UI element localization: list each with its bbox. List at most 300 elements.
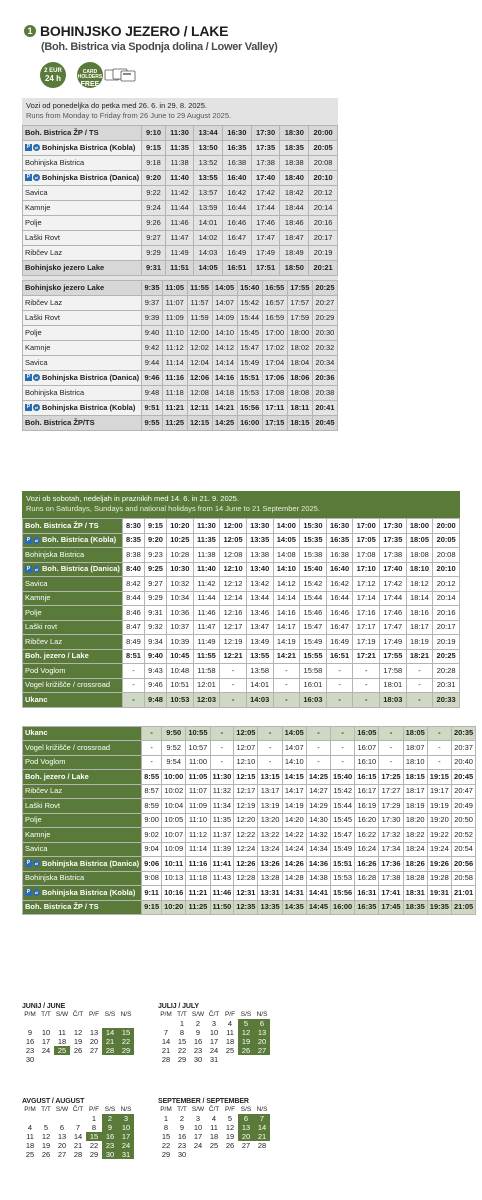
departure-time: 10:36 (167, 606, 194, 621)
departure-time: 18:49 (280, 246, 309, 261)
calendar-day: 7 (163, 1028, 169, 1037)
departure-time: 8:47 (122, 620, 144, 635)
calendar-day (222, 1055, 238, 1064)
departure-time: 16:17 (355, 784, 379, 799)
departure-time: 14:05 (282, 726, 306, 741)
departure-time: 14:03 (194, 246, 223, 261)
departure-time: 15:53 (237, 386, 262, 401)
departure-time: 13:46 (246, 606, 273, 621)
calendar-day: 19 (41, 1141, 51, 1150)
calendar-day: 5 (227, 1114, 233, 1123)
departure-time: 20:56 (451, 857, 475, 872)
park-and-ride-icon: ⇄ (34, 537, 39, 543)
departure-time: 9:52 (162, 741, 186, 756)
parking-icon: P (26, 144, 31, 151)
departure-time: 12:14 (220, 591, 247, 606)
departure-time: 13:35 (246, 533, 273, 548)
departure-time: 17:46 (251, 216, 280, 231)
timetable-row (23, 693, 460, 708)
departure-time: - (406, 678, 433, 693)
departure-time: 18:05 (406, 533, 433, 548)
departure-time: 20:12 (309, 186, 338, 201)
weekend-header-en: Runs on Saturdays, Sundays and national holidays from 14 June to 21 September 2025. (26, 504, 320, 513)
timetable-row (23, 606, 460, 621)
departure-time: 13:49 (246, 635, 273, 650)
departure-time: 18:06 (287, 371, 312, 386)
departure-time: 9:20 (144, 533, 166, 548)
departure-time: 17:08 (353, 548, 380, 563)
station-name (23, 311, 142, 326)
departure-time: 11:00 (186, 755, 210, 770)
calendar-day (190, 1150, 206, 1159)
departure-time: 11:35 (193, 533, 220, 548)
departure-time: 16:51 (326, 649, 353, 664)
station-name (23, 606, 123, 621)
departure-time: 10:37 (167, 620, 194, 635)
departure-time: 17:14 (353, 591, 380, 606)
departure-time: 9:51 (142, 401, 163, 416)
departure-time: - (331, 726, 355, 741)
calendar-day: 25 (225, 1046, 235, 1055)
departure-time: 19:35 (427, 900, 451, 915)
departure-time: 20:36 (312, 371, 337, 386)
departure-time: 17:12 (353, 577, 380, 592)
weekday-heading: S/S (240, 1011, 252, 1018)
departure-time: 9:46 (144, 678, 166, 693)
station-label: Ukanc (25, 694, 48, 704)
calendar-day: 14 (161, 1037, 171, 1046)
calendar-day: 20 (57, 1141, 67, 1150)
departure-time: 18:08 (406, 548, 433, 563)
weekday-heading: Č/T (208, 1011, 220, 1018)
calendar-day: 30 (177, 1150, 187, 1159)
departure-time: 16:01 (300, 678, 327, 693)
departure-time: 16:00 (331, 900, 355, 915)
station-name (23, 562, 123, 577)
departure-time: 9:31 (142, 261, 166, 276)
departure-time: 20:34 (312, 356, 337, 371)
departure-time: 19:28 (427, 871, 451, 886)
calendar-day (86, 1019, 102, 1028)
calendar-day: 30 (193, 1055, 203, 1064)
departure-time: 12:10 (220, 562, 247, 577)
departure-time: 17:40 (251, 171, 280, 186)
departure-time: 18:38 (280, 156, 309, 171)
calendar-day: 17 (41, 1037, 51, 1046)
calendar-day: 27 (89, 1046, 99, 1055)
calendar-day (22, 1019, 38, 1028)
departure-time: 14:01 (246, 678, 273, 693)
calendar-day: 7 (254, 1114, 270, 1123)
departure-time: 17:32 (379, 828, 403, 843)
station-name (23, 591, 123, 606)
station-name (23, 126, 142, 141)
timetable-row (23, 401, 338, 416)
departure-time: 11:09 (186, 799, 210, 814)
departure-time: 16:57 (262, 296, 287, 311)
station-name (23, 620, 123, 635)
timetable-row (23, 231, 338, 246)
departure-time: 18:15 (287, 416, 312, 431)
departure-time: 10:13 (162, 871, 186, 886)
departure-time: 8:46 (122, 606, 144, 621)
departure-time: 20:32 (312, 341, 337, 356)
departure-time: 11:46 (193, 606, 220, 621)
departure-time: 19:19 (427, 799, 451, 814)
station-name (23, 900, 142, 915)
departure-time: 14:41 (306, 886, 330, 901)
departure-time: 14:20 (282, 813, 306, 828)
calendar-day: 10 (118, 1123, 134, 1132)
calendar-day: 18 (209, 1132, 219, 1141)
timetable-row (23, 216, 338, 231)
calendar-day: 13 (254, 1028, 270, 1037)
departure-time: 16:00 (237, 416, 262, 431)
calendar-day: 26 (225, 1141, 235, 1150)
station-label: Boh. Bistrica ŽP / TS (25, 520, 99, 530)
weekday-heading: N/S (256, 1106, 268, 1113)
station-name (23, 842, 142, 857)
departure-time: 15:30 (300, 519, 327, 534)
departure-time: 15:56 (331, 886, 355, 901)
departure-time: 13:55 (246, 649, 273, 664)
weekday-heading: T/T (41, 1106, 51, 1113)
departure-time: 11:40 (165, 171, 193, 186)
departure-time: 17:55 (380, 649, 407, 664)
departure-time: 18:11 (287, 401, 312, 416)
departure-time: 9:24 (142, 201, 166, 216)
calendar-day (206, 1150, 222, 1159)
departure-time: 18:02 (287, 341, 312, 356)
departure-time: 17:00 (262, 326, 287, 341)
departure-time: - (122, 678, 144, 693)
timetable-row (23, 770, 476, 785)
station-label: Boh. Bistrica (Kobla) (42, 535, 117, 544)
calendar-day (38, 1055, 54, 1064)
departure-time: 18:28 (403, 871, 427, 886)
departure-time: 18:04 (287, 356, 312, 371)
weekend-outbound-table (22, 518, 460, 708)
departure-time: 8:40 (122, 562, 144, 577)
departure-time: 12:02 (187, 341, 212, 356)
timetable-row (23, 201, 338, 216)
parking-icon: P (26, 174, 31, 181)
departure-time: 14:19 (282, 799, 306, 814)
departure-time: 9:31 (144, 606, 166, 621)
calendar-day: 17 (118, 1132, 134, 1141)
departure-time: 8:35 (122, 533, 144, 548)
departure-time: 14:09 (212, 311, 237, 326)
departure-time: 12:19 (234, 799, 258, 814)
departure-time: 15:53 (331, 871, 355, 886)
timetable-row (23, 548, 460, 563)
timetable-row (23, 900, 476, 915)
calendar-day: 27 (254, 1046, 270, 1055)
departure-time: 16:24 (355, 842, 379, 857)
departure-time: 20:14 (309, 201, 338, 216)
month-calendar (158, 1098, 270, 1159)
calendar-day: 6 (59, 1123, 65, 1132)
departure-time: 17:25 (379, 770, 403, 785)
timetable-row (23, 842, 476, 857)
departure-time: - (273, 678, 300, 693)
departure-time: 20:12 (433, 577, 460, 592)
departure-time: - (210, 755, 234, 770)
departure-time: 18:24 (403, 842, 427, 857)
departure-time: 17:42 (251, 186, 280, 201)
departure-time: 14:31 (282, 886, 306, 901)
departure-time: 20:50 (451, 813, 475, 828)
departure-time: 19:20 (427, 813, 451, 828)
calendar-day: 25 (209, 1141, 219, 1150)
station-label: Polje (25, 607, 42, 617)
calendar-day (54, 1055, 70, 1064)
departure-time: 20:25 (433, 649, 460, 664)
departure-time: 16:26 (355, 857, 379, 872)
departure-time: 19:24 (427, 842, 451, 857)
weekday-header-sl: Vozi od ponedeljka do petka med 26. 6. in 29. 8. 2025. (26, 101, 207, 110)
departure-time: 9:27 (142, 231, 166, 246)
departure-time: 17:35 (251, 141, 280, 156)
departure-time: 15:45 (237, 326, 262, 341)
departure-time: 20:29 (312, 311, 337, 326)
departure-time: 15:40 (237, 281, 262, 296)
weekday-timetable (22, 98, 338, 431)
timetable-row (23, 799, 476, 814)
departure-time: 10:48 (167, 664, 194, 679)
departure-time: 18:21 (406, 649, 433, 664)
departure-time: 10:20 (162, 900, 186, 915)
departure-time: 10:51 (167, 678, 194, 693)
departure-time: 14:05 (273, 533, 300, 548)
departure-time: 12:28 (234, 871, 258, 886)
timetable-row (23, 326, 338, 341)
departure-time: 14:28 (282, 871, 306, 886)
departure-time: 20:05 (433, 533, 460, 548)
calendar-day: 15 (161, 1132, 171, 1141)
departure-time: 11:59 (187, 311, 212, 326)
calendar-day: 3 (195, 1114, 201, 1123)
calendar-day: 4 (227, 1019, 233, 1028)
calendar-day: 16 (25, 1037, 35, 1046)
departure-time: - (122, 693, 144, 708)
departure-time: 13:42 (246, 577, 273, 592)
departure-time: 20:16 (309, 216, 338, 231)
departure-time: 11:55 (193, 649, 220, 664)
departure-time: 9:29 (142, 246, 166, 261)
station-name (23, 886, 142, 901)
timetable-row (23, 755, 476, 770)
departure-time: 17:06 (262, 371, 287, 386)
station-label: Boh. Bistrica ŽP/TS (25, 417, 95, 427)
weekday-heading: S/S (104, 1011, 116, 1018)
station-name (23, 281, 142, 296)
departure-time: - (220, 678, 247, 693)
station-name (23, 678, 123, 693)
departure-time: 11:10 (186, 813, 210, 828)
departure-time: 14:08 (273, 548, 300, 563)
departure-time: 15:40 (331, 770, 355, 785)
departure-time: 14:36 (306, 857, 330, 872)
departure-time: 14:16 (273, 606, 300, 621)
departure-time: - (353, 693, 380, 708)
departure-time: 14:01 (194, 216, 223, 231)
departure-time: 17:58 (380, 664, 407, 679)
station-name (23, 231, 142, 246)
calendar-day: 12 (225, 1123, 235, 1132)
departure-time: 16:38 (326, 548, 353, 563)
departure-time: 16:46 (222, 216, 251, 231)
timetable-row (23, 813, 476, 828)
departure-time: 9:11 (142, 886, 162, 901)
departure-time: 17:45 (379, 900, 403, 915)
departure-time: 16:35 (355, 900, 379, 915)
timetable-row (23, 281, 338, 296)
departure-time: 18:22 (403, 828, 427, 843)
calendar-day: 14 (102, 1028, 118, 1037)
departure-time: 17:51 (251, 261, 280, 276)
timetable-row (23, 246, 338, 261)
calendar-day: 23 (193, 1046, 203, 1055)
station-name (23, 813, 142, 828)
departure-time: 18:35 (280, 141, 309, 156)
calendar-day (86, 1055, 102, 1064)
route-number-badge: 1 (24, 25, 36, 37)
calendar-day (238, 1150, 254, 1159)
departure-time: 13:24 (258, 842, 282, 857)
departure-time: - (210, 726, 234, 741)
calendar-day (254, 1055, 270, 1064)
departure-time: 14:05 (212, 281, 237, 296)
departure-time: 18:05 (403, 726, 427, 741)
departure-time: 13:30 (246, 519, 273, 534)
parking-icon: P (26, 860, 31, 867)
departure-time: 18:07 (403, 741, 427, 756)
timetable-row (23, 386, 338, 401)
weekday-heading: S/W (55, 1011, 69, 1018)
station-name (23, 857, 142, 872)
weekday-heading: T/T (177, 1011, 187, 1018)
station-label: Polje (25, 217, 42, 227)
calendar-day: 8 (163, 1123, 169, 1132)
free-badge-line2: FREE (80, 81, 100, 88)
weekday-heading: Č/T (72, 1106, 84, 1113)
departure-time: 16:47 (326, 620, 353, 635)
departure-time: 17:35 (380, 533, 407, 548)
station-label: Bohinjska Bistrica (Kobla) (42, 402, 136, 412)
departure-time: 18:17 (403, 784, 427, 799)
park-and-ride-icon: ⇄ (34, 566, 39, 572)
calendar-day: 9 (102, 1123, 118, 1132)
departure-time: 20:27 (312, 296, 337, 311)
departure-time: 20:49 (451, 799, 475, 814)
calendar-day: 30 (25, 1055, 35, 1064)
station-label: Ribčev Laz (25, 786, 63, 795)
calendar-day: 24 (41, 1046, 51, 1055)
departure-time: - (406, 664, 433, 679)
station-name (23, 201, 142, 216)
departure-time: 12:35 (234, 900, 258, 915)
departure-time: 10:30 (167, 562, 194, 577)
calendar-day: 5 (43, 1123, 49, 1132)
departure-time: - (326, 664, 353, 679)
calendar-day (70, 1019, 86, 1028)
departure-time: 16:35 (326, 533, 353, 548)
station-name (23, 156, 142, 171)
departure-time: 17:17 (353, 620, 380, 635)
departure-time: 16:59 (262, 311, 287, 326)
calendar-day: 16 (102, 1132, 118, 1141)
timetable-row (23, 635, 460, 650)
departure-time: 15:42 (237, 296, 262, 311)
departure-time: 12:21 (220, 649, 247, 664)
departure-time: 8:30 (122, 519, 144, 534)
departure-time: 9:35 (142, 281, 163, 296)
park-and-ride-icon: ⇄ (34, 861, 39, 867)
departure-time: 9:39 (142, 311, 163, 326)
departure-time: 17:55 (287, 281, 312, 296)
departure-time: 20:25 (312, 281, 337, 296)
departure-time: 13:52 (194, 156, 223, 171)
departure-time: 18:10 (403, 755, 427, 770)
calendar-day: 18 (225, 1037, 235, 1046)
calendar-day (22, 1114, 38, 1123)
station-label: Boh. jezero / Lake (25, 651, 89, 660)
calendar-day: 27 (57, 1150, 67, 1159)
calendar-day: 15 (86, 1132, 102, 1141)
calendar-day: 14 (254, 1123, 270, 1132)
departure-time: 9:06 (142, 857, 162, 872)
departure-time: 14:14 (212, 356, 237, 371)
station-label: Ribčev Laz (25, 297, 63, 307)
park-and-ride-icon: ⇄ (34, 175, 39, 181)
station-name (23, 341, 142, 356)
departure-time: 17:36 (379, 857, 403, 872)
departure-time: 19:31 (427, 886, 451, 901)
station-label: Pod Voglom (25, 665, 66, 675)
weekday-heading: P/F (224, 1106, 236, 1113)
calendar-title: JUNIJ / JUNE (22, 1003, 66, 1010)
departure-time: 14:12 (273, 577, 300, 592)
departure-time: 15:55 (300, 649, 327, 664)
departure-time: 18:15 (403, 770, 427, 785)
departure-time: 12:15 (187, 416, 212, 431)
weekday-heading: P/F (88, 1011, 100, 1018)
departure-time: 12:24 (234, 842, 258, 857)
departure-time: 14:24 (282, 842, 306, 857)
departure-time: 16:51 (222, 261, 251, 276)
park-and-ride-icon: ⇄ (34, 145, 39, 151)
departure-time: 17:08 (262, 386, 287, 401)
station-label: Boh. Bistrica (Danica) (42, 564, 120, 573)
station-name (23, 519, 123, 534)
weekday-heading: S/W (191, 1011, 205, 1018)
timetable-row (23, 562, 460, 577)
departure-time: - (427, 741, 451, 756)
departure-time: 16:40 (222, 171, 251, 186)
departure-time: 9:15 (142, 900, 162, 915)
calendar-day: 17 (193, 1132, 203, 1141)
calendar-day: 24 (209, 1046, 219, 1055)
departure-time: 17:47 (380, 620, 407, 635)
departure-time: 19:22 (427, 828, 451, 843)
departure-time: 18:42 (280, 186, 309, 201)
departure-time: 9:48 (142, 386, 163, 401)
calendar-day: 25 (25, 1150, 35, 1159)
departure-time: - (379, 755, 403, 770)
calendar-day (54, 1114, 70, 1123)
calendar-day (158, 1019, 174, 1028)
